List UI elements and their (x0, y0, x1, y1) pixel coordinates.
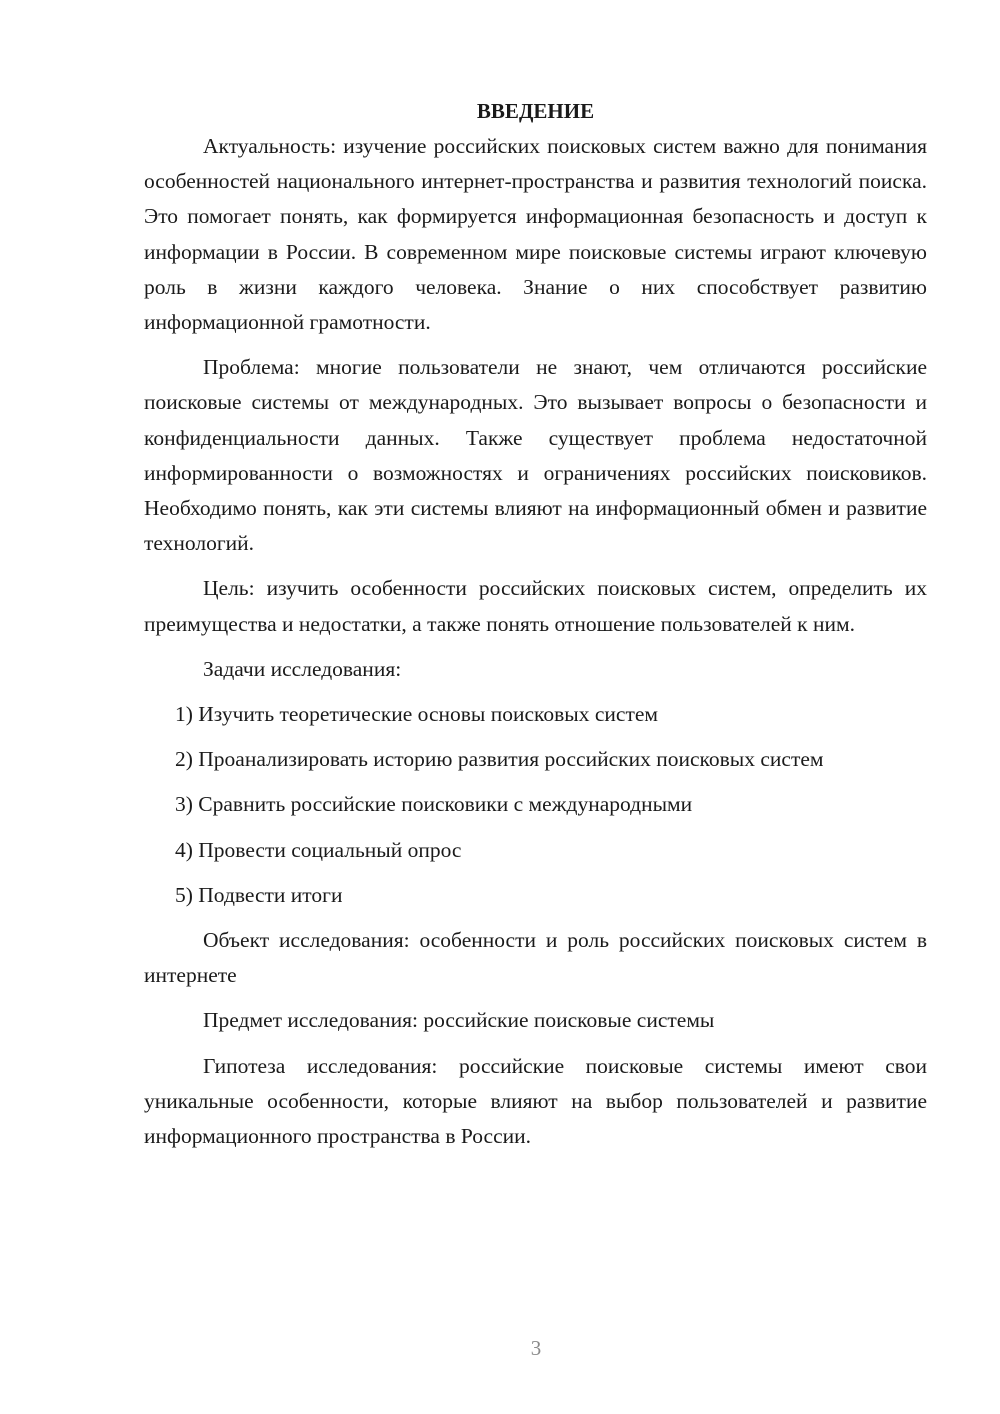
paragraph-problem: Проблема: многие пользователи не знают, чем отличаются российские поисковые системы от международных. Это вызывает вопросы о безопасности и конфиденциальности данных. Также существует проблема недостаточной информированности о возможностях и ограничениях российских поисковиков. Необходимо понять, как эти системы влияют на информационный обмен и развитие технологий. (144, 355, 927, 556)
paragraph-object: Объект исследования: особенности и роль российских поисковых систем в интернете (144, 928, 927, 988)
paragraph-tasks-intro: Задачи исследования: (203, 656, 402, 681)
section-heading: ВВЕДЕНИЕ (476, 99, 595, 123)
list-item: 4) Провести социальный опрос (175, 837, 462, 862)
list-item: 2) Проанализировать историю развития российских поисковых систем (175, 747, 824, 772)
paragraph-subject: Предмет исследования: российские поисковые системы (203, 1008, 715, 1033)
list-item: 1) Изучить теоретические основы поисковых систем (175, 702, 659, 727)
list-item: 5) Подвести итоги (175, 882, 343, 907)
paragraph-relevance: Актуальность: изучение российских поисковых систем важно для понимания особенностей национального интернет-пространства и развития технологий поиска. Это помогает понять, как формируется информационная безопасность и доступ к информации в России. В современном мире поисковые системы играют ключевую роль в жизни каждого человека. Знание о них способствует развитию информационной грамотности. (144, 134, 927, 335)
page-content (144, 96, 927, 1164)
paragraph-hypothesis: Гипотеза исследования: российские поисковые системы имеют свои уникальные особенности, которые влияют на выбор пользователей и развитие информационного пространства в России. (144, 1053, 927, 1149)
paragraph-goal: Цель: изучить особенности российских поисковых систем, определить их преимущества и недостатки, а также понять отношение пользователей к ним. (144, 576, 927, 636)
page-number: 3 (530, 1336, 542, 1360)
list-item: 3) Сравнить российские поисковики с международными (175, 792, 693, 817)
